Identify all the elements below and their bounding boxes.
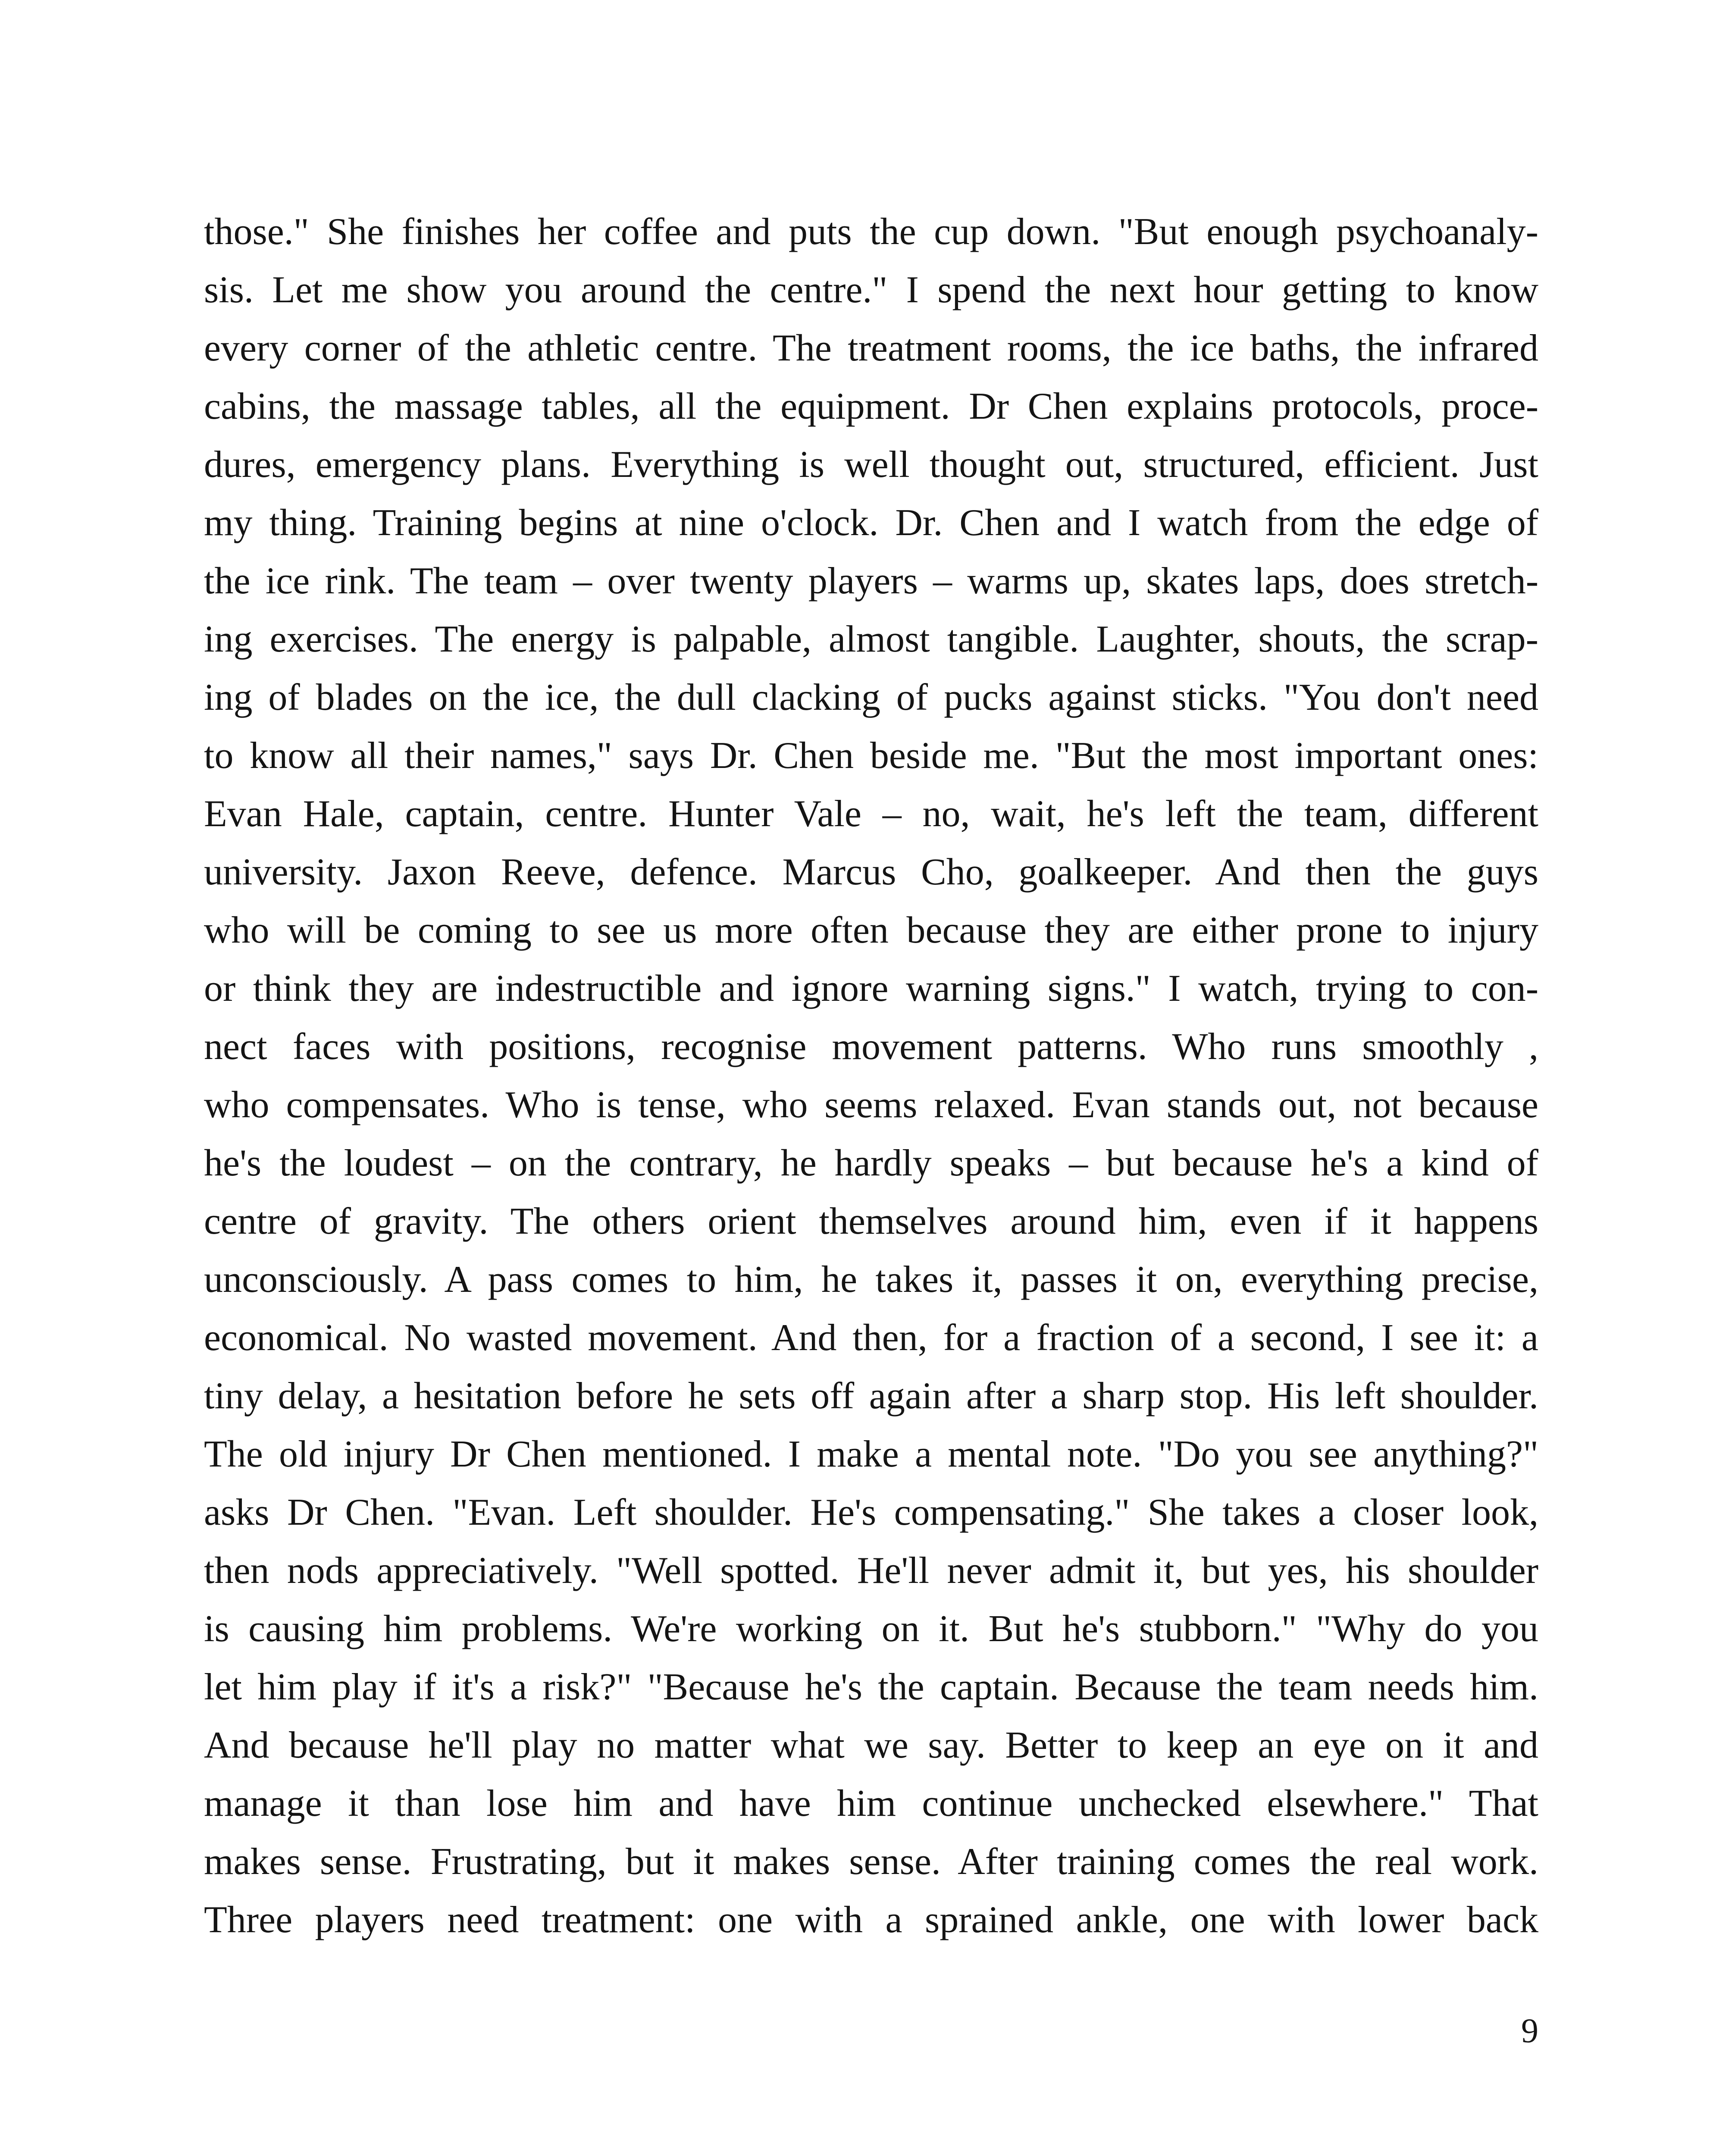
text-line: or think they are indestructible and ignore warning signs." I watch, trying to con-: [204, 968, 1538, 1009]
text-line: sis. Let me show you around the centre." I spend the next hour getting to know: [204, 269, 1538, 311]
page-number: 9: [1521, 2012, 1538, 2050]
text-line: tiny delay, a hesitation before he sets off again after a sharp stop. His left shoulder.: [204, 1375, 1538, 1417]
text-line: ing of blades on the ice, the dull clacking of pucks against sticks. "You don't need: [204, 677, 1538, 718]
text-line: cabins, the massage tables, all the equipment. Dr Chen explains protocols, proce-: [204, 385, 1538, 427]
text-line: unconsciously. A pass comes to him, he takes it, passes it on, everything precise,: [204, 1259, 1538, 1300]
body-text: [204, 203, 1538, 1949]
text-line: Three players need treatment: one with a sprained ankle, one with lower back: [204, 1899, 1538, 1941]
text-line: to know all their names," says Dr. Chen beside me. "But the most important ones:: [204, 735, 1538, 777]
text-line: who compensates. Who is tense, who seems relaxed. Evan stands out, not because: [204, 1084, 1538, 1126]
text-line: nect faces with positions, recognise movement patterns. Who runs smoothly ,: [204, 1026, 1538, 1068]
text-line: then nods appreciatively. "Well spotted. He'll never admit it, but yes, his shoulder: [204, 1550, 1538, 1592]
text-line: manage it than lose him and have him continue unchecked elsewhere." That: [204, 1783, 1538, 1824]
text-line: Evan Hale, captain, centre. Hunter Vale – no, wait, he's left the team, different: [204, 793, 1538, 835]
text-line: dures, emergency plans. Everything is well thought out, structured, efficient. Just: [204, 444, 1538, 486]
text-line: who will be coming to see us more often because they are either prone to injury: [204, 909, 1538, 951]
text-line: let him play if it's a risk?" "Because he's the captain. Because the team needs him.: [204, 1666, 1538, 1708]
text-line: my thing. Training begins at nine o'clock. Dr. Chen and I watch from the edge of: [204, 502, 1538, 544]
text-line: is causing him problems. We're working on it. But he's stubborn." "Why do you: [204, 1608, 1538, 1650]
text-line: economical. No wasted movement. And then, for a fraction of a second, I see it: a: [204, 1317, 1538, 1359]
text-line: And because he'll play no matter what we say. Better to keep an eye on it and: [204, 1724, 1538, 1766]
text-line: university. Jaxon Reeve, defence. Marcus Cho, goalkeeper. And then the guys: [204, 851, 1538, 893]
text-line: asks Dr Chen. "Evan. Left shoulder. He's compensating." She takes a closer look,: [204, 1492, 1538, 1533]
text-line: those." She finishes her coffee and puts the cup down. "But enough psychoanaly-: [204, 211, 1538, 253]
text-line: every corner of the athletic centre. The treatment rooms, the ice baths, the infrared: [204, 327, 1538, 369]
text-line: he's the loudest – on the contrary, he hardly speaks – but because he's a kind of: [204, 1142, 1538, 1184]
text-line: the ice rink. The team – over twenty players – warms up, skates laps, does stretch-: [204, 560, 1538, 602]
text-line: ing exercises. The energy is palpable, almost tangible. Laughter, shouts, the scrap-: [204, 618, 1538, 660]
text-line: makes sense. Frustrating, but it makes sense. After training comes the real work.: [204, 1841, 1538, 1883]
text-line: The old injury Dr Chen mentioned. I make a mental note. "Do you see anything?": [204, 1433, 1538, 1475]
text-line: centre of gravity. The others orient themselves around him, even if it happens: [204, 1200, 1538, 1242]
